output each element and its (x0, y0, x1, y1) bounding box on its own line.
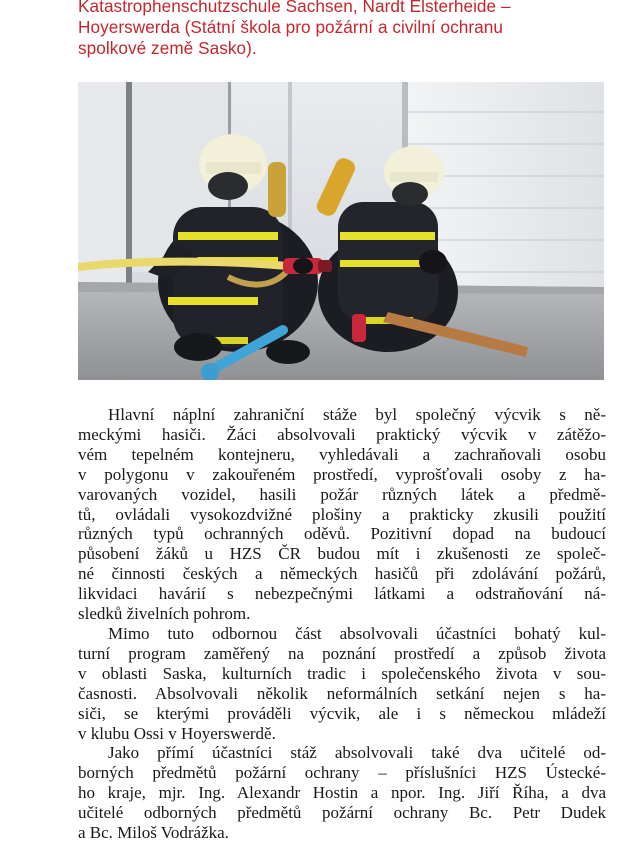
text-line: likvidaci havárií s nebezpečnými látkami a odstraňování ná- (78, 584, 606, 604)
text-line: různých typů ochranných oděvů. Pozitivní dopad na budoucí (78, 524, 606, 544)
text-line: tů, ovládali vysokozdvižné plošiny a prakticky zkusili použití (78, 504, 606, 524)
text-line: Hlavní náplní zahraniční stáže byl společný výcvik s ně- (108, 405, 606, 424)
text-line: v oblasti Saska, kulturních tradic i společenského života v sou- (78, 663, 606, 683)
caption-line: Hoyerswerda (Státní škola pro požární a civilní ochranu (78, 17, 504, 37)
text-line: vém tepelném kontejneru, vyhledávali a zachraňovali osobu (78, 444, 606, 464)
text-line: turní program zaměřený na poznání prostředí a způsob života (78, 643, 606, 663)
text-line: a Bc. Miloš Vodrážka. (78, 823, 229, 843)
text-line: sledků živelních pohrom. (78, 604, 251, 624)
text-line: učitelé odborných předmětů požární ochrany Bc. Petr Dudek (78, 803, 606, 823)
text-line: varovaných vozidel, hasili požár různých látek a předmě- (78, 484, 606, 504)
text-line: působení žáků u HZS ČR budou mít i zkušenosti ze společ- (78, 544, 606, 564)
text-line: Jako přímí účastníci stáž absolvovali také dva učitelé od- (108, 743, 606, 763)
text-line: v klubu Ossi v Hoyerswerdě. (78, 723, 276, 743)
text-line: né činnosti českých a německých hasičů při zdolávání požárů, (78, 564, 606, 584)
caption-line: Katastrophenschutzschule Sachsen, Nardt Elsterheide – (78, 0, 511, 16)
text-line: meckými hasiči. Žáci absolvovali praktický výcvik v zátěžo- (78, 424, 606, 444)
caption-line: spolkové země Sasko). (78, 38, 257, 58)
text-line: v polygonu v zakouřeném prostředí, vyprošťovali osoby z ha- (78, 464, 606, 484)
text-line: ho kraje, mjr. Ing. Alexandr Hostin a npor. Ing. Jiří Říha, a dva (78, 783, 606, 803)
text-line: borných předmětů požární ochrany – příslušníci HZS Ústecké- (78, 763, 606, 783)
photo-caption (78, 0, 618, 59)
firefighters-training-photo (78, 82, 604, 380)
text-line: siči, se kterými prováděli výcvik, ale i s německou mládeží (78, 703, 606, 723)
article-body (78, 405, 606, 843)
text-line: Mimo tuto odbornou část absolvovali účastníci bohatý kul- (108, 623, 606, 643)
text-line: časnosti. Absolvovali několik neformálních setkání nejen s ha- (78, 683, 606, 703)
